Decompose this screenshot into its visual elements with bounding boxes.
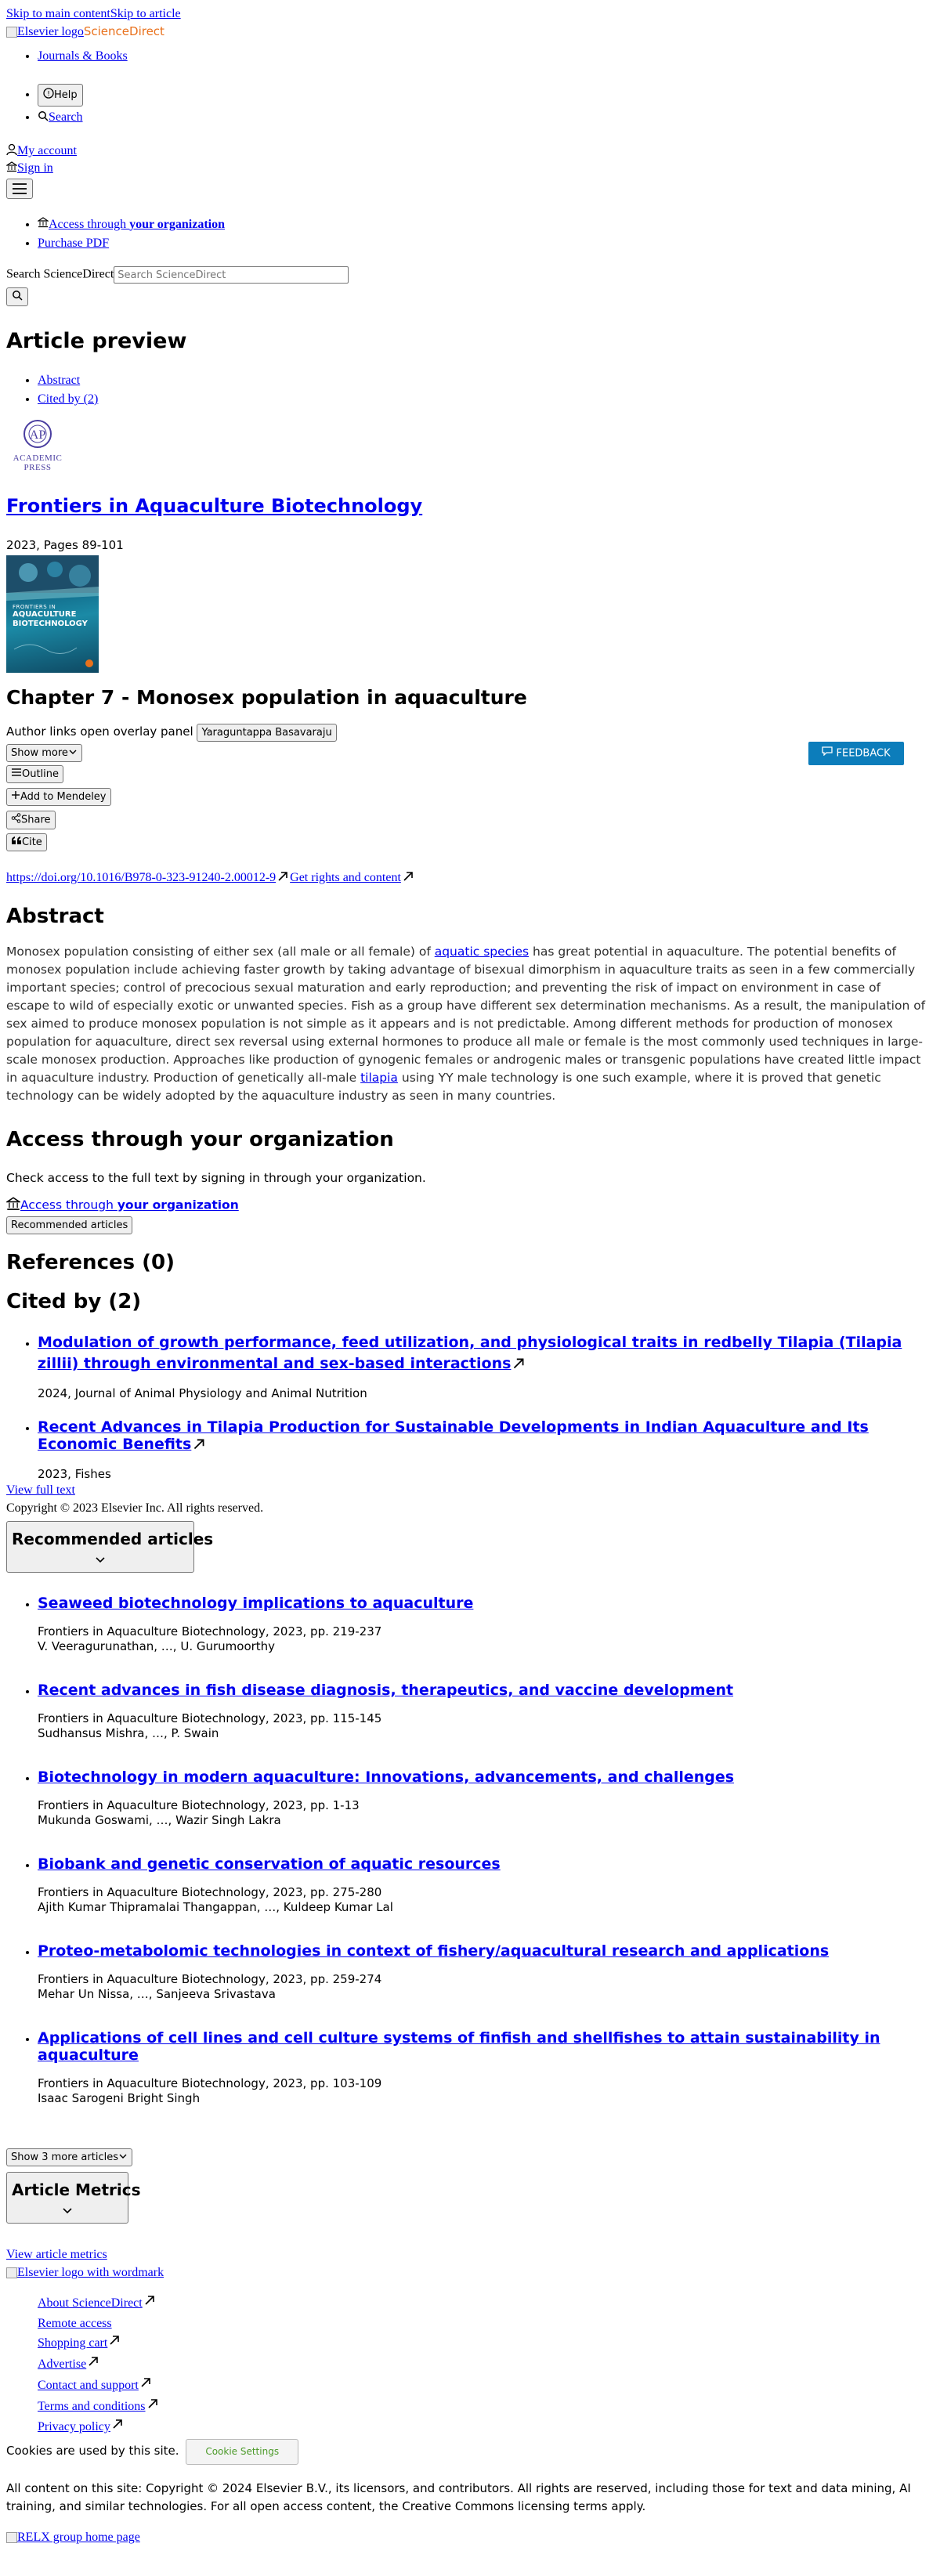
abstract-text <box>6 943 927 1105</box>
chevron-down-icon <box>61 2201 74 2220</box>
tilapia-link[interactable]: tilapia <box>360 1071 398 1085</box>
chevron-down-icon <box>94 1550 107 1569</box>
chat-bubble-icon <box>822 742 833 765</box>
external-link-icon <box>146 2397 160 2418</box>
article-metrics-heading: Article Metrics <box>12 2180 141 2199</box>
author-button[interactable]: Yaraguntappa Basavaraju <box>197 724 336 742</box>
copyright: Copyright © 2023 Elsevier Inc. All rights reserved. <box>6 1501 264 1515</box>
institution-icon <box>6 1197 20 1214</box>
recommended-heading: Recommended articles <box>12 1530 214 1548</box>
plus-icon <box>11 790 20 804</box>
search-label: Search ScienceDirect <box>6 267 114 281</box>
my-account-link[interactable]: My account <box>17 144 77 158</box>
access-org: your organization <box>129 218 226 231</box>
search-input[interactable] <box>114 266 349 284</box>
outline-label: Outline <box>22 768 60 780</box>
footer-logo-alt[interactable]: Elsevier logo with wordmark <box>17 2266 164 2279</box>
share-label: Share <box>21 814 51 826</box>
recommended-item <box>38 1682 938 1769</box>
access-org-link[interactable] <box>20 1198 239 1212</box>
recommended-title-link[interactable]: Recent advances in fish disease diagnosis, therapeutics, and vaccine development <box>38 1682 734 1699</box>
relx-link[interactable]: RELX group home page <box>17 2531 140 2544</box>
cover-subtitle: FRONTIERS IN <box>13 604 56 610</box>
cited-by-meta: 2024, Journal of Animal Physiology and Animal Nutrition <box>38 1386 367 1400</box>
show-more-label: Show more <box>11 747 68 759</box>
access-link-row <box>6 1197 239 1214</box>
recommended-source: Frontiers in Aquaculture Biotechnology, 2023, pp. 259-274 <box>38 1972 382 1986</box>
recommended-source: Frontiers in Aquaculture Biotechnology, 2023, pp. 1-13 <box>38 1798 360 1812</box>
recommended-articles-toggle[interactable] <box>6 1521 214 1573</box>
recommended-item <box>38 2029 938 2116</box>
menu-button[interactable] <box>6 179 33 199</box>
recommended-source: Frontiers in Aquaculture Biotechnology, 2023, pp. 275-280 <box>38 1885 382 1899</box>
access-link-org: your organization <box>117 1198 239 1212</box>
toc-cited-by-link[interactable]: Cited by (2) <box>38 392 99 406</box>
academic-press-emblem <box>22 418 53 450</box>
author-line <box>6 724 337 742</box>
hamburger-menu-icon <box>12 182 27 200</box>
abstract-part-3: using YY male technology is one such example, where it is proved that genetic technology can be widely adopted by the aquaculture industry as seen in many countries. <box>6 1071 881 1103</box>
abstract-heading: Abstract <box>6 905 104 928</box>
cited-by-meta: 2023, Fishes <box>38 1466 111 1481</box>
search-link[interactable]: Search <box>49 110 83 124</box>
footer-link[interactable]: About ScienceDirect <box>38 2296 143 2310</box>
footer-link[interactable]: Advertise <box>38 2357 87 2372</box>
broken-image-icon <box>6 2267 17 2278</box>
legal-text: All content on this site: Copyright © 2024 Elsevier B.V., its licensors, and contributors. All rights are reserved, including those for text and data mining, AI training, and similar technologies. For all open access content, the Creative Commons licensing terms apply. <box>6 2481 911 2513</box>
search-icon <box>38 107 49 128</box>
doi-rights <box>6 869 415 887</box>
external-link-icon <box>511 1356 526 1375</box>
external-link-icon <box>86 2354 100 2375</box>
header-nav <box>6 49 128 63</box>
add-to-mendeley-label: Add to Mendeley <box>20 791 107 803</box>
recommended-title-link[interactable]: Seaweed biotechnology implications to aquaculture <box>38 1595 474 1612</box>
skip-to-main-link[interactable]: Skip to main content <box>6 7 110 20</box>
skip-links <box>6 7 181 21</box>
cookie-row <box>6 2439 298 2465</box>
recommended-source: Frontiers in Aquaculture Biotechnology, 2023, pp. 219-237 <box>38 1624 382 1638</box>
sign-in[interactable] <box>6 161 53 176</box>
user-icon <box>6 143 17 160</box>
cover-title: AQUACULTURE BIOTECHNOLOGY <box>13 610 88 628</box>
access-heading: Access through your organization <box>6 1128 394 1151</box>
article-preview-heading: Article preview <box>6 329 187 353</box>
institution-icon <box>38 215 49 234</box>
external-link-icon <box>139 2375 153 2397</box>
recommended-title-link[interactable]: Applications of cell lines and cell culture systems of finfish and shellfishes to attain sustainability in aquaculture <box>38 2029 880 2064</box>
recommended-title-link[interactable]: Biobank and genetic conservation of aquatic resources <box>38 1855 501 1873</box>
purchase-pdf-link[interactable]: Purchase PDF <box>38 237 110 251</box>
external-link-icon <box>110 2417 125 2438</box>
outline-button[interactable] <box>6 765 63 783</box>
recommended-item <box>38 1595 938 1682</box>
help-label: Help <box>54 89 78 101</box>
author-links-label: Author links open overlay panel <box>6 724 193 739</box>
feedback-button[interactable] <box>808 742 904 765</box>
access-options <box>6 215 225 253</box>
show-more-articles-label: Show 3 more articles <box>11 2151 118 2163</box>
toc-abstract-link[interactable]: Abstract <box>38 374 81 387</box>
cited-by-item <box>38 1332 923 1400</box>
view-article-metrics-link[interactable]: View article metrics <box>6 2248 107 2261</box>
book-pages: 2023, Pages 89-101 <box>6 538 124 552</box>
share-button[interactable] <box>6 811 56 829</box>
rights-link[interactable]: Get rights and content <box>290 871 401 885</box>
quote-icon <box>11 836 22 849</box>
cited-by-title-link[interactable]: Modulation of growth performance, feed utilization, and physiological traits in redbelly Tilapia (Tilapia zillii) through environmental and sex-based interactions <box>38 1334 902 1372</box>
publisher-logo[interactable] <box>6 418 69 472</box>
add-to-mendeley-button[interactable] <box>6 788 111 806</box>
cookie-settings-button[interactable]: Cookie Settings <box>186 2439 298 2465</box>
recommended-authors: Isaac Sarogeni Bright Singh <box>38 2091 201 2105</box>
recommended-authors: Mukunda Goswami, …, Wazir Singh Lakra <box>38 1813 281 1827</box>
chevron-down-icon <box>118 2151 128 2164</box>
show-more-articles-button[interactable] <box>6 2148 132 2166</box>
header-logo[interactable] <box>6 24 164 39</box>
cite-button[interactable] <box>6 833 47 851</box>
elsevier-logo-alt[interactable]: Elsevier logo <box>17 25 84 38</box>
recommended-item <box>38 1942 938 2029</box>
footer-link[interactable]: Shopping cart <box>38 2336 108 2350</box>
search-form <box>6 266 349 284</box>
header-tools <box>6 84 83 128</box>
cited-by-heading: Cited by (2) <box>6 1290 142 1313</box>
cite-label: Cite <box>22 836 42 848</box>
chevron-down-icon <box>68 746 78 760</box>
share-icon <box>11 813 21 827</box>
article-toc <box>6 371 98 409</box>
publisher-name-2: PRESS <box>24 463 52 472</box>
access-link-prefix: Access through <box>20 1198 118 1212</box>
cited-by-item <box>38 1418 938 1481</box>
aquatic-species-link[interactable]: aquatic species <box>434 945 530 959</box>
feedback-label: FEEDBACK <box>836 747 891 760</box>
institution-icon <box>6 161 17 176</box>
recommended-title-link[interactable]: Proteo-metabolomic technologies in context of fishery/aquacultural research and applications <box>38 1942 830 1960</box>
doi-link[interactable]: https://doi.org/10.1016/B978-0-323-91240-2.00012-9 <box>6 871 277 885</box>
relx-logo[interactable] <box>6 2531 140 2545</box>
cited-by-list <box>6 1332 923 1408</box>
help-icon <box>43 88 54 103</box>
footer-links <box>6 2293 160 2438</box>
broken-image-icon <box>6 2532 17 2543</box>
external-link-icon <box>143 2293 157 2314</box>
recommended-source: Frontiers in Aquaculture Biotechnology, 2023, pp. 115-145 <box>38 1711 382 1725</box>
footer-logo[interactable] <box>6 2266 164 2280</box>
recommended-source: Frontiers in Aquaculture Biotechnology, 2023, pp. 103-109 <box>38 2076 382 2090</box>
external-link-icon <box>276 869 290 887</box>
recommended-title-link[interactable]: Biotechnology in modern aquaculture: Innovations, advancements, and challenges <box>38 1769 735 1786</box>
article-metrics-toggle[interactable] <box>6 2172 141 2224</box>
show-more-button[interactable] <box>6 744 82 762</box>
journals-books-link[interactable]: Journals & Books <box>38 49 128 63</box>
book-title-link[interactable]: Frontiers in Aquaculture Biotechnology <box>6 495 423 517</box>
external-link-icon <box>107 2333 121 2354</box>
cited-by-list-2 <box>6 1418 938 1481</box>
footer-link[interactable]: Remote access <box>38 2316 112 2330</box>
search-submit-button[interactable] <box>6 287 28 306</box>
footer-link[interactable]: Contact and support <box>38 2378 139 2392</box>
external-link-icon <box>191 1436 207 1456</box>
help-button[interactable] <box>38 84 83 107</box>
broken-image-icon <box>6 27 17 38</box>
external-link-icon <box>401 869 415 887</box>
references-heading: References (0) <box>6 1251 175 1274</box>
book-cover[interactable] <box>6 555 99 673</box>
recommended-authors: V. Veeragurunathan, …, U. Gurumoorthy <box>38 1639 276 1653</box>
recommended-authors: Ajith Kumar Thipramalai Thangappan, …, Kuldeep Kumar Lal <box>38 1900 393 1914</box>
chapter-title: Chapter 7 - Monosex population in aquaculture <box>6 686 527 709</box>
abstract-part-1: Monosex population consisting of either sex (all male or all female) of <box>6 945 435 959</box>
search-icon <box>12 290 23 305</box>
cited-by-title-link[interactable]: Recent Advances in Tilapia Production for Sustainable Developments in Indian Aquaculture and Its Economic Benefits <box>38 1418 869 1453</box>
my-account[interactable] <box>6 143 77 160</box>
brand-name: ScienceDirect <box>83 24 164 38</box>
sign-in-link[interactable]: Sign in <box>17 161 53 175</box>
recommended-list <box>6 1595 938 2116</box>
list-icon <box>11 768 22 781</box>
recommended-item <box>38 1769 938 1855</box>
view-full-text-link[interactable]: View full text <box>6 1483 75 1497</box>
footer-link[interactable]: Terms and conditions <box>38 2399 146 2413</box>
skip-to-article-link[interactable]: Skip to article <box>110 7 181 20</box>
recommended-articles-button[interactable]: Recommended articles <box>6 1216 132 1234</box>
access-text: Check access to the full text by signing in through your organization. <box>6 1171 426 1185</box>
footer-link[interactable]: Privacy policy <box>38 2420 110 2434</box>
access-through-org-link[interactable] <box>49 218 225 231</box>
cookies-text: Cookies are used by this site. <box>6 2444 179 2458</box>
svg-text:!: • ! <box>47 90 50 99</box>
abstract-part-2: has great potential in aquaculture. The potential benefits of monosex population include achieving faster growth by taking advantage of bisexual dimorphism in aquaculture traits as seen in a few commercially important species; control of precocious sexual maturation and early reproduction; and preventing the risk of impact on environment in case of escape to wild of especially exotic or unwanted species. Fish as a group have different sex determination mechanisms. As a result, the manipulation of sex aimed to produce monosex population is not simple as it appears and is not predictable. Among different methods for production of monosex population for aquaculture, direct sex reversal using external hormones to produce all male or female is the most commonly used techniques in large-scale monosex production. Approaches like production of gynogenic females or androgenic males or transgenic populations have created little impact in aquaculture industry. Production of genetically all-male <box>6 945 926 1085</box>
recommended-authors: Mehar Un Nissa, …, Sanjeeva Srivastava <box>38 1987 276 2001</box>
recommended-item <box>38 1855 938 1942</box>
recommended-authors: Sudhansus Mishra, …, P. Swain <box>38 1726 219 1740</box>
access-prefix: Access through <box>49 218 130 231</box>
book-title-heading <box>6 495 422 517</box>
publisher-name-1: ACADEMIC <box>13 453 63 463</box>
svg-text:AP: AP <box>29 428 46 442</box>
